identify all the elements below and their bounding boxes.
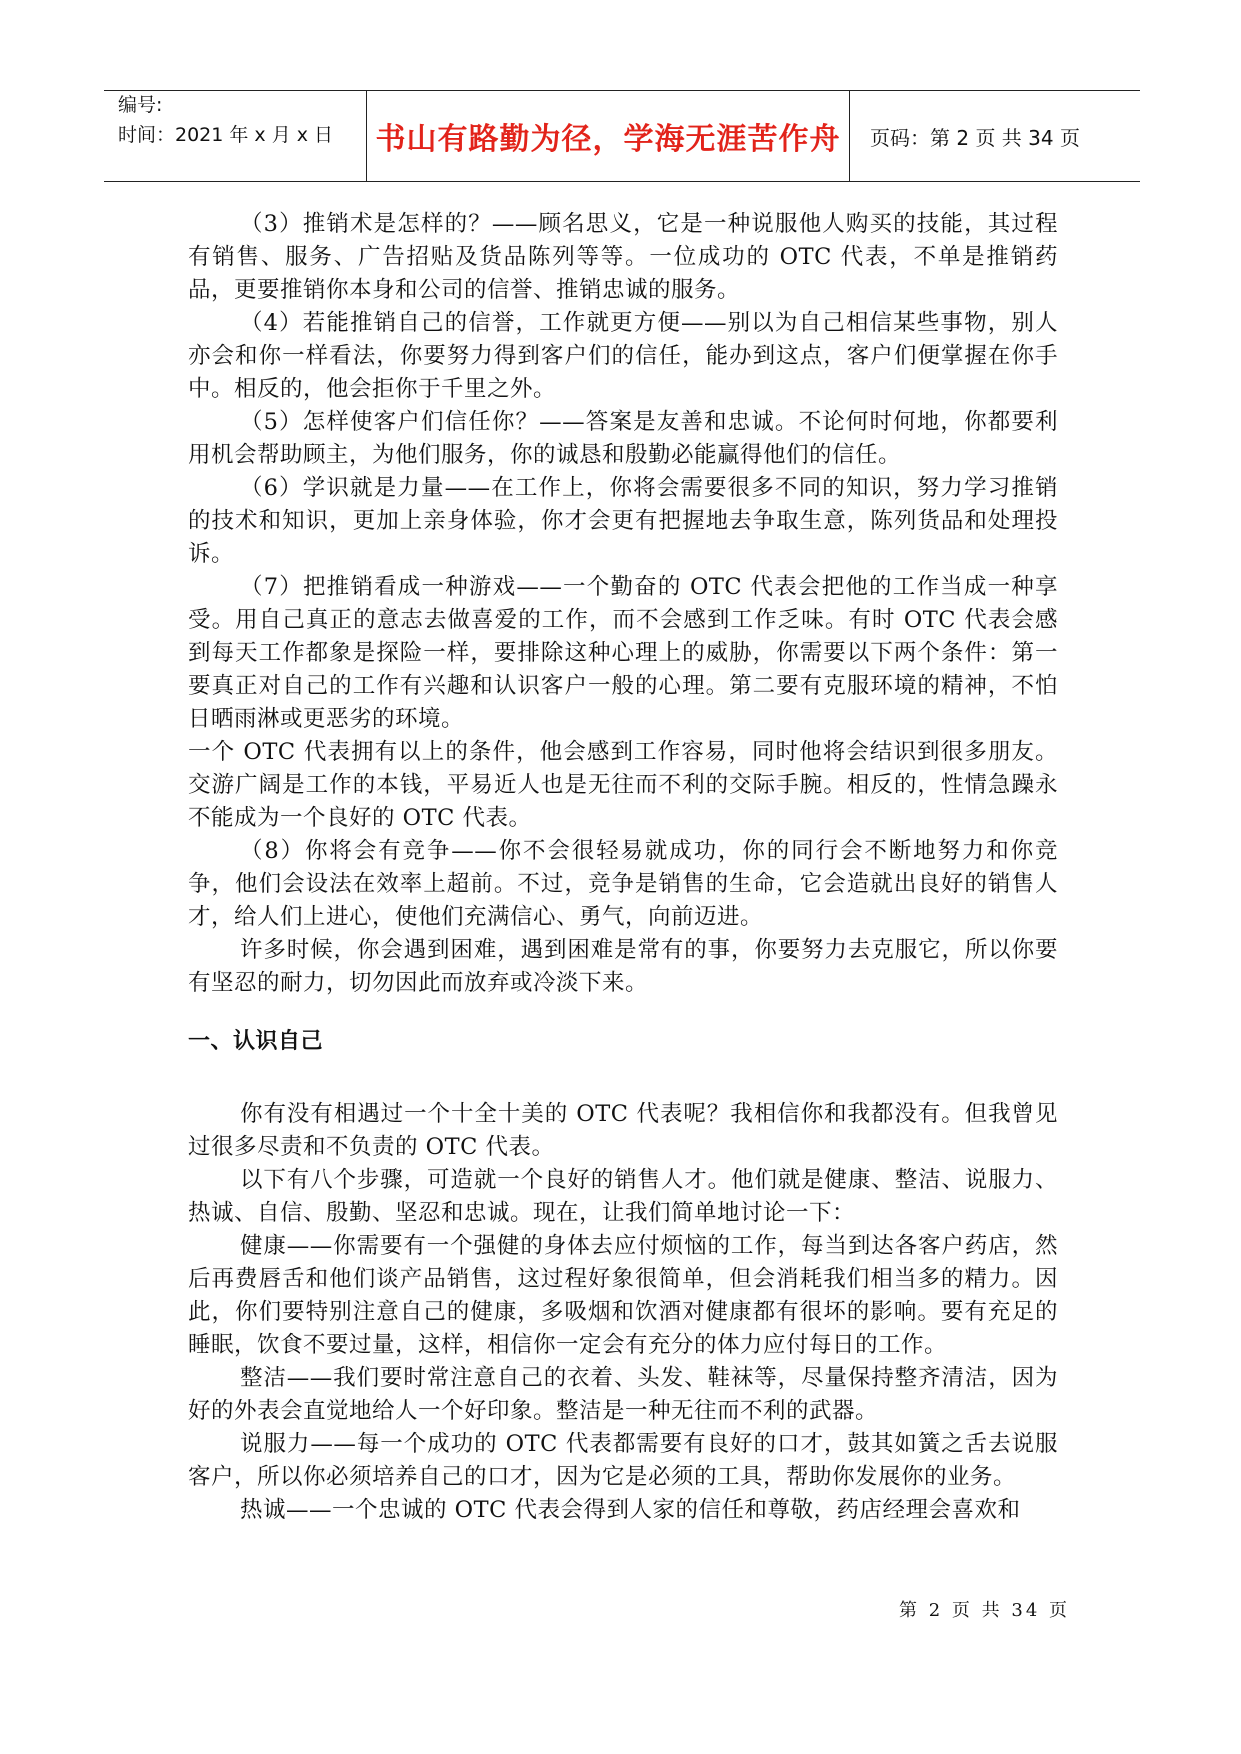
paragraph: 健康——你需要有一个强健的身体去应付烦恼的工作，每当到达各客户药店，然后再费唇舌和他们谈产品销售，这过程好象很简单，但会消耗我们相当多的精力。因此，你们要特别注意自己的健康，多吸烟和饮酒对健康都有很坏的影响。要有充足的睡眠，饮食不要过量，这样，相信你一定会有充分的体力应付每日的工作。 [188, 1233, 1058, 1358]
section-heading: 一、认识自己 [188, 1029, 324, 1054]
paragraph: 热诚——一个忠诚的 OTC 代表会得到人家的信任和尊敬，药店经理会喜欢和 [240, 1497, 1021, 1523]
section-spacer [188, 1058, 1058, 1098]
paragraph: 以下有八个步骤，可造就一个良好的销售人才。他们就是健康、整洁、说服力、热诚、自信、殷勤、坚忍和忠诚。现在，让我们简单地讨论一下： [188, 1167, 1058, 1226]
paragraph: （3）推销术是怎样的？——顾名思义，它是一种说服他人购买的技能，其过程有销售、服务、广告招贴及货品陈列等等。一位成功的 OTC 代表，不单是推销药品，更要推销你本身和公司的信誉、推销忠诚的服务。 [188, 211, 1058, 303]
paragraph: （8）你将会有竞争——你不会很轻易就成功，你的同行会不断地努力和你竞争，他们会设法在效率上超前。不过，竞争是销售的生命，它会造就出良好的销售人才，给人们上进心，使他们充满信心、勇气，向前迈进。 [188, 838, 1058, 930]
page-footer: 第 2 页 共 34 页 [899, 1600, 1070, 1621]
paragraph: 你有没有相遇过一个十全十美的 OTC 代表呢？我相信你和我都没有。但我曾见过很多尽责和不负责的 OTC 代表。 [188, 1101, 1058, 1160]
document-body [188, 208, 1058, 1527]
paragraph: 许多时候，你会遇到困难，遇到困难是常有的事，你要努力去克服它，所以你要有坚忍的耐力，切勿因此而放弃或冷淡下来。 [188, 937, 1058, 996]
paragraph: 说服力——每一个成功的 OTC 代表都需要有良好的口才，鼓其如簧之舌去说服客户，所以你必须培养自己的口才，因为它是必须的工具，帮助你发展你的业务。 [188, 1431, 1058, 1490]
document-time-label: 时间：2021 年 x 月 x 日 [118, 124, 334, 146]
paragraph: （7）把推销看成一种游戏——一个勤奋的 OTC 代表会把他的工作当成一种享受。用自己真正的意志去做喜爱的工作，而不会感到工作乏味。有时 OTC 代表会感到每天工作都象是探险一样，要排除这种心理上的威胁，你需要以下两个条件：第一要真正对自己的工作有兴趣和认识客户一般的心理。第二要有克服环境的精神，不怕日晒雨淋或更恶劣的环境。 [188, 574, 1058, 732]
header-slogan-cell [367, 91, 850, 181]
paragraph: 一个 OTC 代表拥有以上的条件，他会感到工作容易，同时他将会结识到很多朋友。交游广阔是工作的本钱，平易近人也是无往而不利的交际手腕。相反的，性情急躁永不能成为一个良好的 OTC 代表。 [188, 739, 1058, 831]
document-number-label: 编号: [118, 94, 163, 116]
paragraph: （5）怎样使客户们信任你？——答案是友善和忠诚。不论何时何地，你都要利用机会帮助顾主，为他们服务，你的诚恳和殷勤必能赢得他们的信任。 [188, 409, 1058, 468]
paragraph: 整洁——我们要时常注意自己的衣着、头发、鞋袜等，尽量保持整齐清洁，因为好的外表会直觉地给人一个好印象。整洁是一种无往而不利的武器。 [188, 1365, 1058, 1424]
header-meta-cell [104, 91, 367, 181]
header-slogan: 书山有路勤为径，学海无涯苦作舟 [375, 122, 841, 157]
header-page-info: 页码：第 2 页 共 34 页 [870, 125, 1080, 150]
page-header [104, 90, 1140, 182]
paragraph: （4）若能推销自己的信誉，工作就更方便——别以为自己相信某些事物，别人亦会和你一样看法，你要努力得到客户们的信任，能办到这点，客户们便掌握在你手中。相反的，他会拒你于千里之外。 [188, 310, 1058, 402]
paragraph: （6）学识就是力量——在工作上，你将会需要很多不同的知识，努力学习推销的技术和知识，更加上亲身体验，你才会更有把握地去争取生意，陈列货品和处理投诉。 [188, 475, 1058, 567]
header-page-cell [850, 91, 1140, 181]
